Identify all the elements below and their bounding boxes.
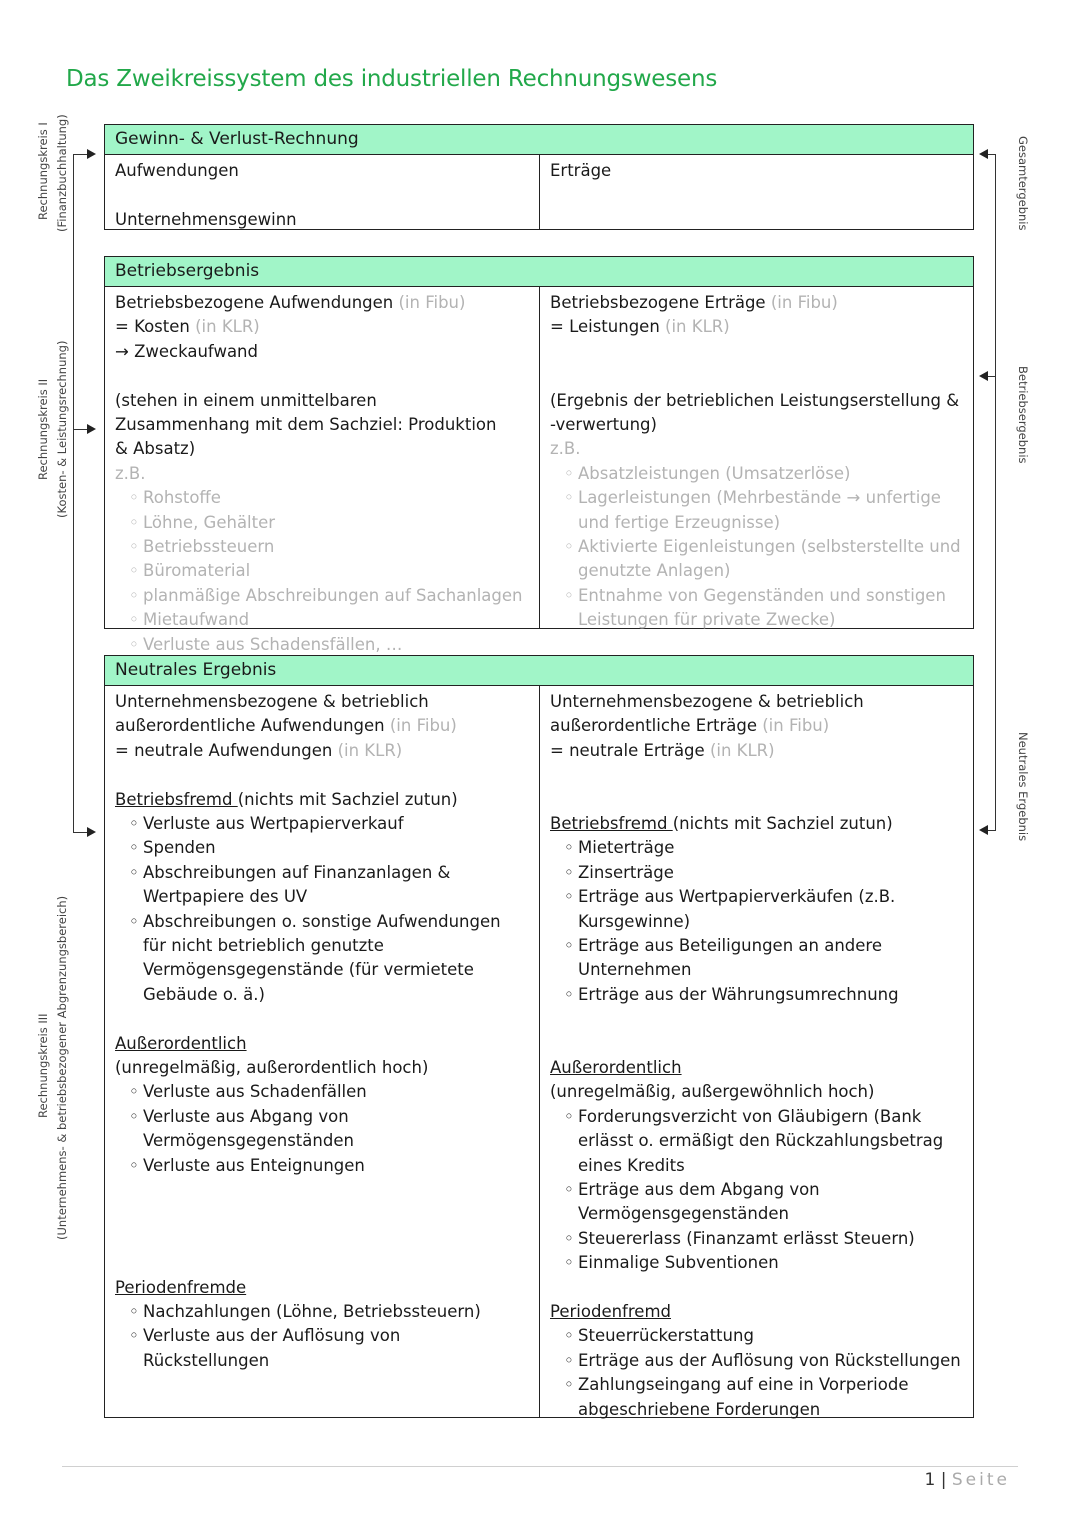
neutral-l-betriebsfremd-list (115, 812, 531, 1007)
betrieb-r-line1-note: (in Fibu) (770, 293, 838, 312)
list-item: ◦ Verluste aus der Auflösung von Rückstellungen (115, 1324, 531, 1373)
neutrales-ergebnis-box (104, 655, 974, 1418)
list-item: ◦ Abschreibungen o. sonstige Aufwendungen für nicht betrieblich genutzte Vermögensgegenstände (für vermietete Gebäude o. ä.) (115, 910, 531, 1008)
betrieb-r-desc: (Ergebnis der betrieblichen Leistungserstellung & -verwertung) (550, 390, 960, 434)
left-tick-top (73, 154, 87, 155)
betrieb-r-list (550, 462, 965, 633)
list-item: ◦ Aktivierte Eigenleistungen (selbsterstellte und genutzte Anlagen) (550, 535, 965, 584)
neutrales-ergebnis-header: Neutrales Ergebnis (105, 656, 973, 686)
betrieb-l-line1: Betriebsbezogene Aufwendungen (115, 293, 394, 312)
guv-header: Gewinn- & Verlust-Rechnung (105, 125, 973, 155)
neutral-r-betriebsfremd-heading: Betriebsfremd (550, 814, 673, 833)
side-label-rk3-b: (Unternehmens- & betriebsbezogener Abgrenzungsbereich) (55, 895, 69, 1240)
neutral-l-periodenfremd-heading: Periodenfremde (115, 1277, 247, 1297)
guv-unternehmensgewinn: Unternehmensgewinn (115, 209, 297, 229)
betrieb-l-line2: = Kosten (115, 317, 190, 337)
list-item: ◦ Entnahme von Gegenständen und sonstigen Leistungen für private Zwecke) (550, 584, 965, 633)
list-item: ◦ Erträge aus Wertpapierverkäufen (z.B. Kursgewinne) (550, 885, 965, 934)
neutral-l-betriebsfremd-desc: (nichts mit Sachziel zutun) (237, 789, 458, 809)
betrieb-l-line1-note: (in Fibu) (398, 293, 466, 312)
list-item: ◦ Löhne, Gehälter (115, 511, 531, 535)
list-item: ◦ Rohstoffe (115, 486, 531, 510)
page-number-label: Seite (951, 1470, 1010, 1490)
arrow-left-icon (979, 149, 988, 159)
list-item: ◦ planmäßige Abschreibungen auf Sachanlagen (115, 584, 531, 608)
side-label-rk3-a: Rechnungskreis III (36, 1013, 50, 1118)
betrieb-l-line2-note: (in KLR) (195, 317, 260, 337)
neutral-l-betriebsfremd-heading: Betriebsfremd (115, 789, 238, 809)
neutral-r-line3: = neutrale Erträge (550, 740, 705, 760)
neutral-r-line3-note: (in KLR) (709, 740, 775, 760)
page-number-separator: | (940, 1470, 947, 1490)
betriebsergebnis-box (104, 256, 974, 654)
list-item: ◦ Zinserträge (550, 861, 965, 885)
list-item: ◦ Absatzleistungen (Umsatzerlöse) (550, 462, 965, 486)
neutral-l-periodenfremd-list (115, 1300, 531, 1373)
betrieb-l-zweckaufwand: → Zweckaufwand (115, 341, 258, 361)
list-item: ◦ Mieterträge (550, 836, 965, 860)
list-item: ◦ Erträge aus dem Abgang von Vermögensgegenständen (550, 1178, 965, 1227)
list-item: ◦ Steuerrückerstattung (550, 1324, 965, 1348)
side-label-gesamtergebnis: Gesamtergebnis (1016, 136, 1030, 231)
side-label-rk1-b: (Finanzbuchhaltung) (55, 114, 69, 232)
list-item: ◦ Forderungsverzicht von Gläubigern (Bank erlässt o. ermäßigt den Rückzahlungsbetrag eines Kredits (550, 1105, 965, 1178)
list-item: ◦ Verluste aus Schadensfällen, … (115, 633, 531, 657)
betrieb-right-col (539, 287, 973, 628)
neutral-r-ausserordentlich-list (550, 1105, 965, 1276)
neutral-r-betriebsfremd-list (550, 836, 965, 1007)
arrow-right-icon (87, 424, 96, 434)
neutral-r-periodenfremd-list (550, 1324, 965, 1422)
list-item: ◦ Spenden (115, 836, 531, 860)
arrow-left-icon (979, 825, 988, 835)
neutral-l-line3-note: (in KLR) (337, 740, 403, 760)
list-item: ◦ Büromaterial (115, 559, 531, 583)
neutral-l-ausserordentlich-desc: (unregelmäßig, außerordentlich hoch) (115, 1058, 429, 1078)
neutral-right-col (539, 686, 973, 1417)
neutral-r-ausserordentlich-heading: Außerordentlich (550, 1058, 682, 1078)
neutral-r-ausserordentlich-desc: (unregelmäßig, außergewöhnlich hoch) (550, 1082, 875, 1102)
left-tick-mid (73, 429, 87, 430)
neutral-l-line2: außerordentliche Aufwendungen (115, 716, 385, 736)
neutral-l-line1: Unternehmensbezogene & betrieblich (115, 692, 429, 711)
neutral-l-ausserordentlich-list (115, 1080, 531, 1178)
neutral-left-col (105, 686, 539, 1417)
neutral-l-line3: = neutrale Aufwendungen (115, 740, 333, 760)
right-tick-bottom (988, 830, 996, 831)
side-label-rk2-a: Rechnungskreis II (36, 378, 50, 480)
guv-right-col (539, 155, 973, 229)
list-item: ◦ Erträge aus Beteiligungen an andere Unternehmen (550, 934, 965, 983)
side-label-rk1-a: Rechnungskreis I (36, 122, 50, 220)
list-item: ◦ Abschreibungen auf Finanzanlagen & Wertpapiere des UV (115, 861, 531, 910)
list-item: ◦ Lagerleistungen (Mehrbestände → unfertige und fertige Erzeugnisse) (550, 486, 965, 535)
list-item: ◦ Erträge aus der Währungsumrechnung (550, 983, 965, 1007)
right-tick-top (988, 154, 996, 155)
neutral-r-line2: außerordentliche Erträge (550, 716, 757, 736)
list-item: ◦ Betriebssteuern (115, 535, 531, 559)
guv-box (104, 124, 974, 230)
arrow-left-icon (979, 371, 988, 381)
list-item: ◦ Verluste aus Abgang von Vermögensgegenständen (115, 1105, 531, 1154)
right-tick-mid (988, 376, 996, 377)
guv-left-col (105, 155, 539, 229)
betrieb-left-col (105, 287, 539, 654)
betriebsergebnis-header: Betriebsergebnis (105, 257, 973, 287)
page-number (925, 1470, 1010, 1490)
list-item: ◦ Nachzahlungen (Löhne, Betriebssteuern) (115, 1300, 531, 1324)
betrieb-r-line2: = Leistungen (550, 317, 660, 337)
list-item: ◦ Zahlungseingang auf eine in Vorperiode abgeschriebene Forderungen (550, 1373, 965, 1422)
page-number-value: 1 (924, 1470, 936, 1490)
neutral-r-line2-note: (in Fibu) (762, 716, 830, 736)
neutral-r-line1: Unternehmensbezogene & betrieblich (550, 692, 864, 711)
neutral-r-periodenfremd-heading: Periodenfremd (550, 1302, 671, 1322)
betrieb-l-list (115, 486, 531, 657)
list-item: ◦ Erträge aus der Auflösung von Rückstellungen (550, 1349, 965, 1373)
betrieb-r-line2-note: (in KLR) (665, 317, 730, 337)
side-label-neutrales-ergebnis: Neutrales Ergebnis (1016, 732, 1030, 842)
guv-ertraege: Erträge (550, 161, 612, 180)
list-item: ◦ Einmalige Subventionen (550, 1251, 965, 1275)
list-item: ◦ Steuererlass (Finanzamt erlässt Steuern) (550, 1227, 965, 1251)
neutral-l-ausserordentlich-heading: Außerordentlich (115, 1033, 247, 1053)
page-title: Das Zweikreissystem des industriellen Rechnungswesens (66, 66, 718, 92)
arrow-right-icon (87, 827, 96, 837)
footer-divider (62, 1466, 1018, 1467)
neutral-r-betriebsfremd-desc: (nichts mit Sachziel zutun) (672, 814, 893, 833)
betrieb-r-zb: z.B. (550, 439, 581, 459)
list-item: ◦ Verluste aus Schadenfällen (115, 1080, 531, 1104)
left-tick-bottom (73, 832, 87, 833)
betrieb-l-desc: (stehen in einem unmittelbaren Zusammenhang mit dem Sachziel: Produktion & Absatz) (115, 390, 497, 459)
side-label-rk2-b: (Kosten- & Leistungsrechnung) (55, 340, 69, 518)
list-item: ◦ Verluste aus Enteignungen (115, 1154, 531, 1178)
neutral-l-line2-note: (in Fibu) (389, 716, 457, 736)
side-label-betriebsergebnis: Betriebsergebnis (1016, 366, 1030, 464)
guv-aufwendungen: Aufwendungen (115, 161, 239, 180)
left-bracket-line (73, 154, 74, 833)
betrieb-l-zb: z.B. (115, 463, 146, 483)
list-item: ◦ Mietaufwand (115, 608, 531, 632)
right-bracket-line (995, 154, 996, 831)
betrieb-r-line1: Betriebsbezogene Erträge (550, 293, 766, 312)
list-item: ◦ Verluste aus Wertpapierverkauf (115, 812, 531, 836)
arrow-right-icon (87, 149, 96, 159)
